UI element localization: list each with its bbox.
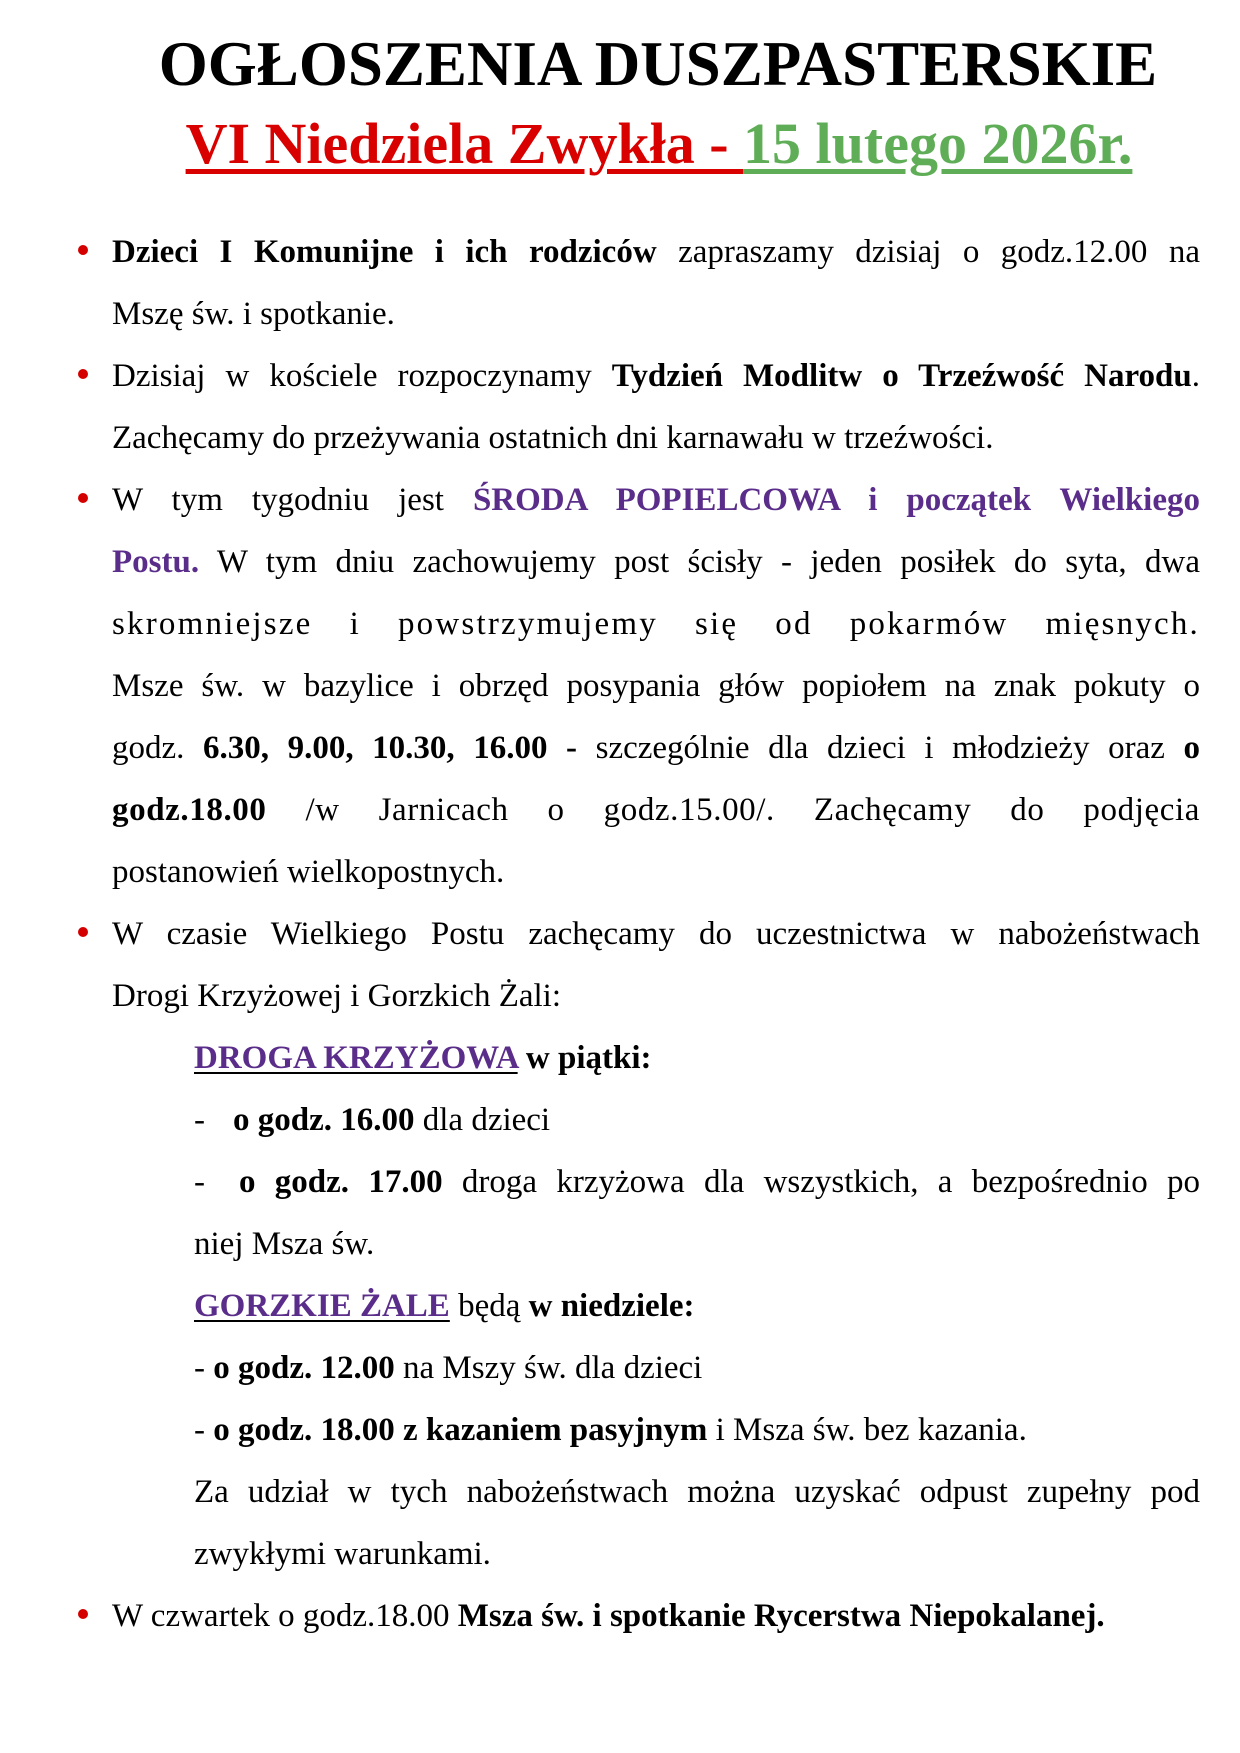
mass-times: 6.30, 9.00, 10.30, 16.00 - <box>202 730 578 766</box>
stations-of-cross-title: DROGA KRZYŻOWA <box>194 1040 518 1076</box>
text: . <box>1191 358 1200 394</box>
text: niej Msza św. <box>194 1226 375 1262</box>
time: o godz. 17.00 <box>239 1164 443 1200</box>
text: godz. <box>112 730 203 766</box>
text: W tym dniu zachowujemy post ścisły - jeden posiłek do syta, dwa <box>199 544 1200 580</box>
text: droga krzyżowa dla wszystkich, a bezpośrednio po <box>442 1164 1200 1200</box>
highlight-text: Tydzień Modlitw o Trzeźwość Narodu <box>611 358 1192 394</box>
text: skromniejsze i powstrzymujemy się od pokarmów mięsnych. <box>112 606 1200 642</box>
bullet-icon <box>78 245 88 255</box>
stations-of-cross-item-1 <box>194 1100 1200 1162</box>
stations-of-cross-item-2 <box>194 1162 1200 1224</box>
announcement-3-line-2 <box>112 542 1200 604</box>
bitter-lamentations-heading <box>194 1286 1200 1348</box>
indulgence-note-line-2 <box>194 1534 1200 1596</box>
text: szczególnie dla dzieci i młodzieży oraz <box>577 730 1184 766</box>
announcement-3-line-3 <box>112 604 1200 666</box>
time: o godz. 18.00 z kazaniem pasyjnym <box>213 1412 708 1448</box>
text: będą <box>449 1288 529 1324</box>
announcement-3-line-6 <box>112 790 1200 852</box>
time: o godz. 12.00 <box>213 1350 395 1386</box>
text: Zachęcamy do przeżywania ostatnich dni karnawału w trzeźwości. <box>112 420 994 456</box>
bullet-icon <box>78 927 88 937</box>
bitter-lamentations-item-1 <box>194 1348 1200 1410</box>
announcement-3-line-7 <box>112 852 1200 914</box>
text: zwykłymi warunkami. <box>194 1536 491 1572</box>
lent-highlight: Postu. <box>112 544 200 580</box>
time: o godz. 16.00 <box>233 1102 415 1138</box>
highlight-text: Dzieci I Komunijne i ich rodziców <box>112 234 657 270</box>
text: i Msza św. bez kazania. <box>707 1412 1027 1448</box>
text: W czwartek o godz.18.00 <box>112 1598 458 1634</box>
bullet-icon <box>78 1609 88 1619</box>
text: Za udział w tych nabożeństwach można uzyskać odpust zupełny pod <box>194 1474 1200 1510</box>
highlight-text: Msza św. i spotkanie Rycerstwa Niepokalanej. <box>457 1598 1105 1634</box>
text: dla dzieci <box>414 1102 551 1138</box>
dash: - <box>194 1164 205 1200</box>
evening-mass-time: godz.18.00 <box>112 792 267 828</box>
text: postanowień wielkopostnych. <box>112 854 505 890</box>
bullet-icon <box>78 493 88 503</box>
announcement-1-line-1 <box>112 232 1200 294</box>
bitter-lamentations-item-2 <box>194 1410 1200 1472</box>
page-subtitle <box>148 108 1170 180</box>
announcement-3-line-1 <box>112 480 1200 542</box>
ash-wednesday-highlight: ŚRODA POPIELCOWA i początek Wielkiego <box>472 482 1200 518</box>
announcement-5-line-1 <box>112 1596 1200 1658</box>
date: 15 lutego 2026r. <box>743 111 1133 176</box>
text: w niedziele: <box>528 1288 695 1324</box>
text: w piątki: <box>517 1040 652 1076</box>
text: Mszę św. i spotkanie. <box>112 296 395 332</box>
announcement-4-line-1 <box>112 914 1200 976</box>
text: Msze św. w bazylice i obrzęd posypania głów popiołem na znak pokuty o <box>112 668 1200 704</box>
text: W tym tygodniu jest <box>112 482 473 518</box>
text: na Mszy św. dla dzieci <box>394 1350 703 1386</box>
announcement-2-line-1 <box>112 356 1200 418</box>
announcement-1-line-2 <box>112 294 1200 356</box>
stations-of-cross-heading <box>194 1038 1200 1100</box>
page-title: OGŁOSZENIA DUSZPASTERSKIE <box>158 29 1158 99</box>
dash: - <box>194 1350 214 1386</box>
text: zapraszamy dzisiaj o godz.12.00 na <box>656 234 1200 270</box>
text: Drogi Krzyżowej i Gorzkich Żali: <box>112 978 562 1014</box>
text: /w Jarnicach o godz.15.00/. Zachęcamy do podjęcia <box>266 792 1200 828</box>
text: Dzisiaj w kościele rozpoczynamy <box>112 358 612 394</box>
bullet-icon <box>78 369 88 379</box>
announcement-3-line-5 <box>112 728 1200 790</box>
announcement-3-line-4 <box>112 666 1200 728</box>
bitter-lamentations-title: GORZKIE ŻALE <box>194 1288 450 1324</box>
announcement-2-line-2 <box>112 418 1200 480</box>
dash: - <box>194 1102 205 1138</box>
highlight-text: o <box>1183 730 1200 766</box>
stations-of-cross-continuation <box>194 1224 1200 1286</box>
announcement-4-line-2 <box>112 976 1200 1038</box>
dash: - <box>194 1412 214 1448</box>
text: W czasie Wielkiego Postu zachęcamy do uczestnictwa w nabożeństwach <box>112 916 1200 952</box>
indulgence-note-line-1 <box>194 1472 1200 1534</box>
sunday-name: VI Niedziela Zwykła - <box>185 111 744 176</box>
